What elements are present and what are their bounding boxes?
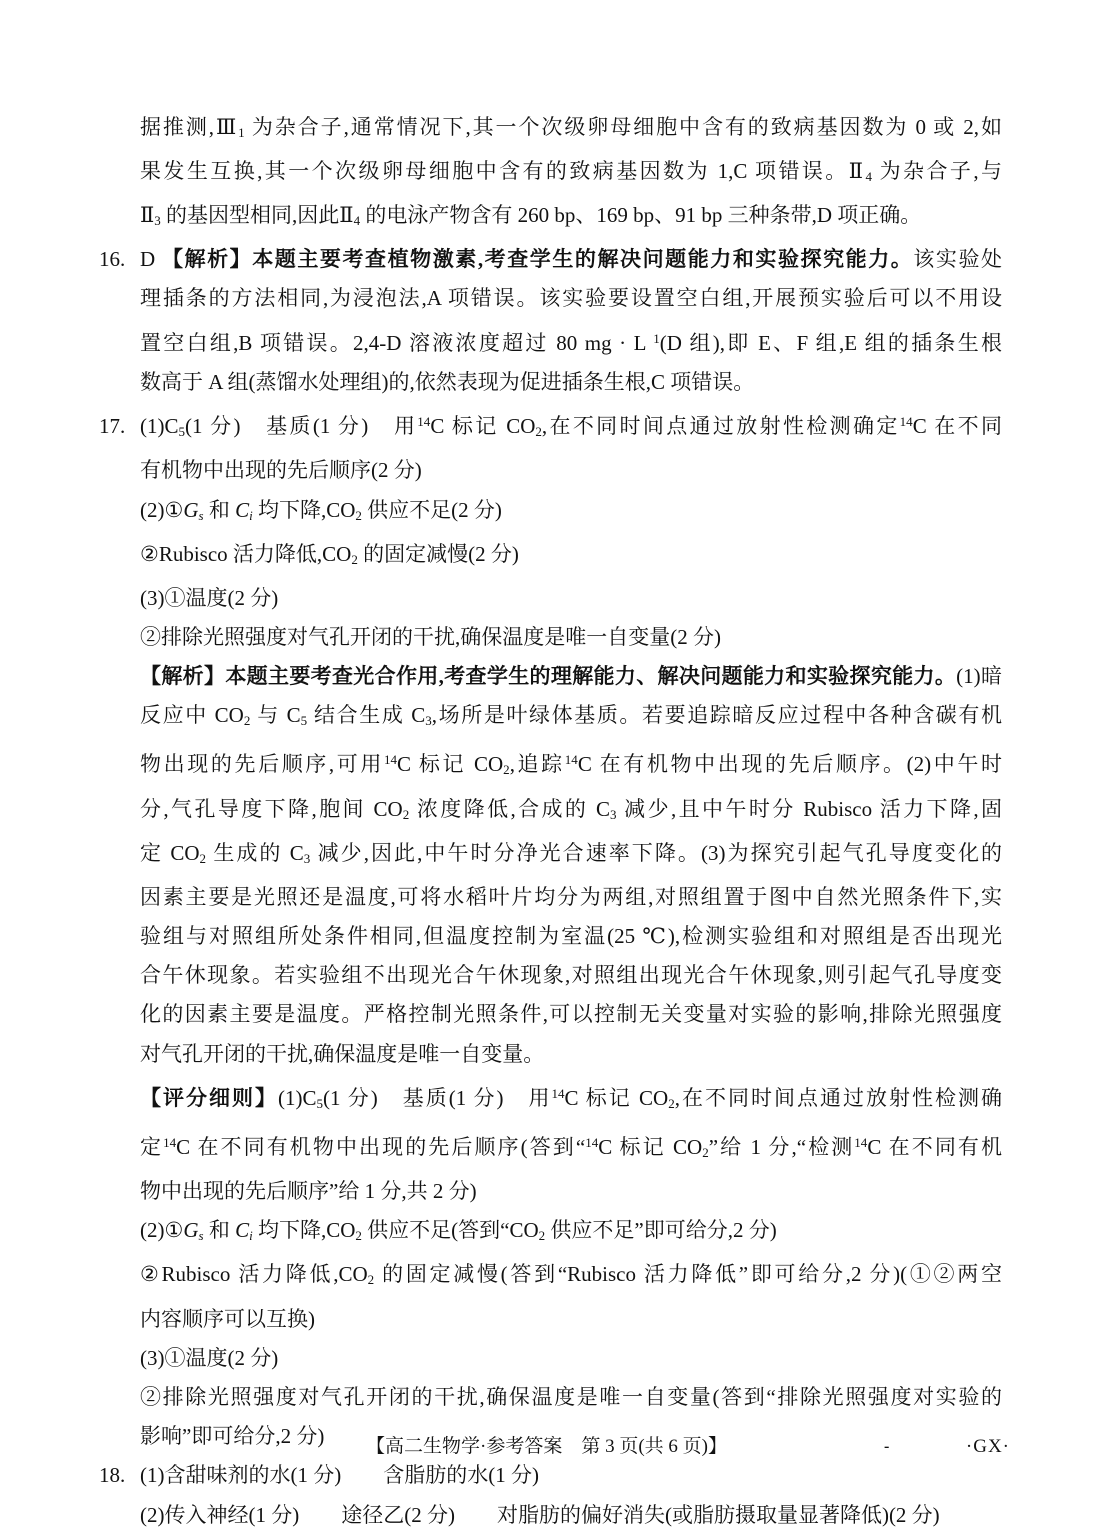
text-run: (3)①温度(2 分) bbox=[140, 585, 279, 610]
text-run: 2 bbox=[402, 806, 410, 822]
text-run: 生成的 C bbox=[206, 840, 304, 865]
text-run: (2)① bbox=[140, 1218, 184, 1243]
text-run: ②Rubisco 活力降低,CO bbox=[140, 541, 352, 566]
text-run: 浓度降低,合成的 C bbox=[409, 796, 610, 821]
text-run: ②排除光照强度对气孔开闭的干扰,确保温度是唯一自变量(2 分) bbox=[140, 624, 721, 649]
text-run: 数高于 A 组(蒸馏水处理组)的,依然表现为促进插条生根,C 项错误。 bbox=[140, 369, 755, 394]
text-run: 结合生成 C bbox=[307, 703, 426, 728]
text-run: 均下降,CO bbox=[252, 1218, 356, 1243]
text-run: 均下降,CO bbox=[252, 497, 356, 522]
text-line bbox=[140, 834, 1002, 878]
text-run: 该实验处 bbox=[913, 247, 1003, 272]
text-run: 2 bbox=[702, 1144, 709, 1160]
text-run: 和 bbox=[203, 497, 236, 522]
text-run: 置空白组,B 项错误。2,4-D 溶液浓度超过 80 mg · L bbox=[140, 330, 654, 355]
text-run: ,场所是叶绿体基质。若要追踪暗反应过程中各种含碳有机 bbox=[431, 703, 1003, 728]
text-run: 与 C bbox=[250, 703, 301, 728]
text-run: (1)暗 bbox=[956, 664, 1002, 689]
text-run: (D 组),即 E、F 组,E 组的插条生根 bbox=[659, 330, 1002, 355]
text-run: 定 bbox=[140, 1135, 164, 1160]
text-run: 减少,且中午时分 Rubisco 活力下降,固 bbox=[616, 796, 1002, 821]
text-run: 2 bbox=[538, 1228, 546, 1244]
text-run: (2)传入神经(1 分) 途径乙(2 分) 对脂肪的偏好消失(或脂肪摄取量显著降低)(2 分) bbox=[140, 1502, 940, 1527]
text-run: 5 bbox=[316, 1095, 324, 1111]
text-run: 14 bbox=[551, 1085, 565, 1101]
text-run: 的基因型相同,因此Ⅱ bbox=[160, 203, 354, 228]
text-line bbox=[140, 363, 1002, 402]
text-line bbox=[140, 196, 1002, 240]
text-run: C bbox=[235, 1218, 250, 1243]
text-line bbox=[99, 402, 1002, 451]
text-run: i bbox=[249, 507, 253, 523]
text-run: 14 bbox=[417, 414, 431, 430]
text-line bbox=[140, 491, 1002, 535]
text-line bbox=[99, 1456, 1002, 1495]
text-run: 1 bbox=[653, 330, 660, 346]
text-line bbox=[140, 579, 1002, 618]
text-run: 和 bbox=[203, 1218, 236, 1243]
text-run: 2 bbox=[503, 762, 510, 778]
item-number: 16. bbox=[99, 247, 126, 272]
text-run: 14 bbox=[564, 752, 578, 768]
text-run: C bbox=[235, 497, 250, 522]
item-number: 18. bbox=[99, 1463, 126, 1488]
text-line bbox=[140, 1035, 1002, 1074]
text-run: 2 bbox=[535, 424, 542, 440]
text-line bbox=[140, 1378, 1002, 1417]
text-line bbox=[140, 1339, 1002, 1378]
text-run: G bbox=[183, 497, 199, 522]
text-run: 供应不足”即可给分,2 分) bbox=[545, 1218, 777, 1243]
text-run: 的电泳产物含有 260 bp、169 bp、91 bp 三种条带,D 项正确。 bbox=[360, 203, 922, 228]
text-line bbox=[140, 1211, 1002, 1255]
text-line bbox=[140, 1074, 1002, 1123]
text-run: 对气孔开闭的干扰,确保温度是唯一自变量。 bbox=[140, 1041, 545, 1066]
text-run: 3 bbox=[303, 850, 311, 866]
text-run: i bbox=[249, 1228, 253, 1244]
text-run: 有机物中出现的先后顺序(2 分) bbox=[140, 458, 422, 483]
text-run: Ⅱ bbox=[140, 203, 155, 228]
text-line bbox=[140, 790, 1002, 834]
text-run: 物出现的先后顺序,可用 bbox=[140, 752, 385, 777]
text-run: (3)①温度(2 分) bbox=[140, 1345, 279, 1370]
footer-code: ·GX· bbox=[965, 1436, 1010, 1457]
text-run: s bbox=[198, 1228, 204, 1244]
text-run: 据推测,Ⅲ bbox=[140, 115, 239, 139]
text-run: 4 bbox=[865, 168, 872, 184]
text-run: 果发生互换,其一个次级卵母细胞中含有的致病基因数为 1,C 项错误。Ⅱ bbox=[140, 159, 866, 184]
text-run: 【解析】本题主要考查植物激素,考查学生的解决问题能力和实验探究能力。 bbox=[161, 247, 914, 272]
text-run: D bbox=[140, 247, 162, 272]
text-run: 3 bbox=[610, 806, 617, 822]
text-run: 因素主要是光照还是温度,可将水稻叶片均分为两组,对照组置于图中自然光照条件下,实 bbox=[140, 884, 1002, 909]
text-run: 2 bbox=[351, 551, 358, 567]
text-line bbox=[140, 917, 1002, 956]
text-run: 【解析】本题主要考查光合作用,考查学生的理解能力、解决问题能力和实验探究能力。 bbox=[140, 664, 957, 689]
item-number: 17. bbox=[99, 414, 126, 439]
text-run: ,在不同时间点通过放射性检测确 bbox=[674, 1085, 1002, 1110]
text-run: 1 bbox=[238, 124, 245, 140]
text-run: (1)含甜味剂的水(1 分) 含脂肪的水(1 分) bbox=[140, 1463, 539, 1488]
text-run: C 在不同 bbox=[912, 414, 1002, 439]
text-line bbox=[140, 1496, 1002, 1535]
text-run: 14 bbox=[384, 752, 398, 768]
text-run: 影响”即可给分,2 分) bbox=[140, 1424, 325, 1449]
text-run: 2 bbox=[367, 1272, 375, 1288]
text-run: (1)C bbox=[278, 1085, 317, 1110]
scan-mark: - bbox=[884, 1438, 889, 1455]
text-run: 理插条的方法相同,为浸泡法,A 项错误。该实验要设置空白组,开展预实验后可以不用设 bbox=[140, 286, 1002, 311]
text-run: 14 bbox=[585, 1134, 599, 1150]
text-line bbox=[140, 1123, 1002, 1172]
text-run: (1 分) 基质(1 分) 用 bbox=[323, 1085, 552, 1110]
text-run: 反应中 CO bbox=[140, 703, 244, 728]
text-line bbox=[99, 240, 1003, 279]
text-run: 为杂合子,通常情况下,其一个次级卵母细胞中含有的致病基因数为 0 或 2,如 bbox=[244, 115, 1002, 139]
page-footer bbox=[0, 1434, 1093, 1460]
text-run: 14 bbox=[854, 1134, 868, 1150]
text-run: 的固定减慢(2 分) bbox=[357, 541, 519, 566]
text-run: ,追踪 bbox=[509, 752, 565, 777]
text-run: 物中出现的先后顺序”给 1 分,共 2 分) bbox=[140, 1179, 477, 1204]
text-run: 为杂合子,与 bbox=[871, 159, 1003, 184]
text-run: ②排除光照强度对气孔开闭的干扰,确保温度是唯一自变量(答到“排除光照强度对实验的 bbox=[140, 1384, 1002, 1409]
text-run: 分,气孔导度下降,胞间 CO bbox=[140, 796, 403, 821]
text-run: ,在不同时间点通过放射性检测确定 bbox=[541, 414, 900, 439]
text-run: 2 bbox=[355, 507, 362, 523]
text-run: G bbox=[183, 1218, 199, 1243]
text-run: (1)C bbox=[140, 414, 179, 439]
text-run: C 标记 CO bbox=[598, 1135, 703, 1160]
text-run: 5 bbox=[300, 713, 308, 729]
text-line bbox=[140, 696, 1002, 740]
text-run: 供应不足(答到“CO bbox=[361, 1218, 539, 1243]
text-run: 2 bbox=[199, 850, 207, 866]
text-line bbox=[140, 1172, 1002, 1211]
text-line bbox=[140, 657, 1002, 696]
text-run: 内容顺序可以互换) bbox=[140, 1306, 315, 1331]
text-run: 合午休现象。若实验组不出现光合午休现象,对照组出现光合午休现象,则引起气孔导度变 bbox=[140, 963, 1002, 988]
text-line bbox=[140, 1255, 1002, 1299]
text-line bbox=[140, 995, 1002, 1034]
text-line bbox=[140, 108, 1002, 152]
text-line bbox=[140, 535, 1002, 579]
text-line bbox=[140, 152, 1002, 196]
text-run: ②Rubisco 活力降低,CO bbox=[140, 1262, 368, 1287]
text-run: s bbox=[198, 507, 204, 523]
text-run: 14 bbox=[899, 414, 913, 430]
text-line bbox=[140, 618, 1002, 657]
text-run: 验组与对照组所处条件相同,但温度控制为室温(25 ℃),检测实验组和对照组是否出现光 bbox=[140, 923, 1002, 948]
text-run: 2 bbox=[668, 1095, 675, 1111]
text-run: 4 bbox=[353, 212, 361, 228]
text-run: C 标记 CO bbox=[397, 752, 504, 777]
text-run: C 在有机物中出现的先后顺序。(2)中午时 bbox=[577, 752, 1003, 777]
text-run: (1 分) 基质(1 分) 用 bbox=[185, 414, 418, 439]
text-run: 3 bbox=[154, 212, 161, 228]
footer-caption: 【高二生物学·参考答案 第 3 页(共 6 页)】 bbox=[366, 1436, 727, 1457]
text-line bbox=[140, 878, 1002, 917]
text-run: 2 bbox=[355, 1228, 362, 1244]
text-run: 【评分细则】 bbox=[140, 1085, 279, 1110]
text-line bbox=[140, 319, 1002, 363]
text-line bbox=[140, 279, 1002, 318]
text-run: C 标记 CO bbox=[564, 1085, 669, 1110]
text-run: 的固定减慢(答到“Rubisco 活力降低”即可给分,2 分)(①②两空 bbox=[374, 1262, 1002, 1287]
text-run: C 在不同有机物中出现的先后顺序(答到“ bbox=[176, 1135, 586, 1160]
text-run: 供应不足(2 分) bbox=[361, 497, 502, 522]
text-run: 定 CO bbox=[140, 840, 200, 865]
text-run: 2 bbox=[243, 713, 251, 729]
text-run: (2)① bbox=[140, 497, 184, 522]
document-body bbox=[99, 108, 1003, 1535]
text-line bbox=[140, 1300, 1002, 1339]
text-run: 化的因素主要是温度。严格控制光照条件,可以控制无关变量对实验的影响,排除光照强度 bbox=[140, 1002, 1002, 1027]
text-run: 14 bbox=[163, 1134, 177, 1150]
text-run: 3 bbox=[425, 713, 432, 729]
text-run: 减少,因此,中午时分净光合速率下降。(3)为探究引起气孔导度变化的 bbox=[310, 840, 1002, 865]
text-run: ”给 1 分,“检测 bbox=[708, 1135, 855, 1160]
text-run: C 标记 CO bbox=[430, 414, 536, 439]
text-line bbox=[140, 740, 1002, 789]
text-run: 5 bbox=[178, 424, 186, 440]
text-run: C 在不同有机 bbox=[867, 1135, 1002, 1160]
text-line bbox=[140, 451, 1002, 490]
text-line bbox=[140, 956, 1002, 995]
